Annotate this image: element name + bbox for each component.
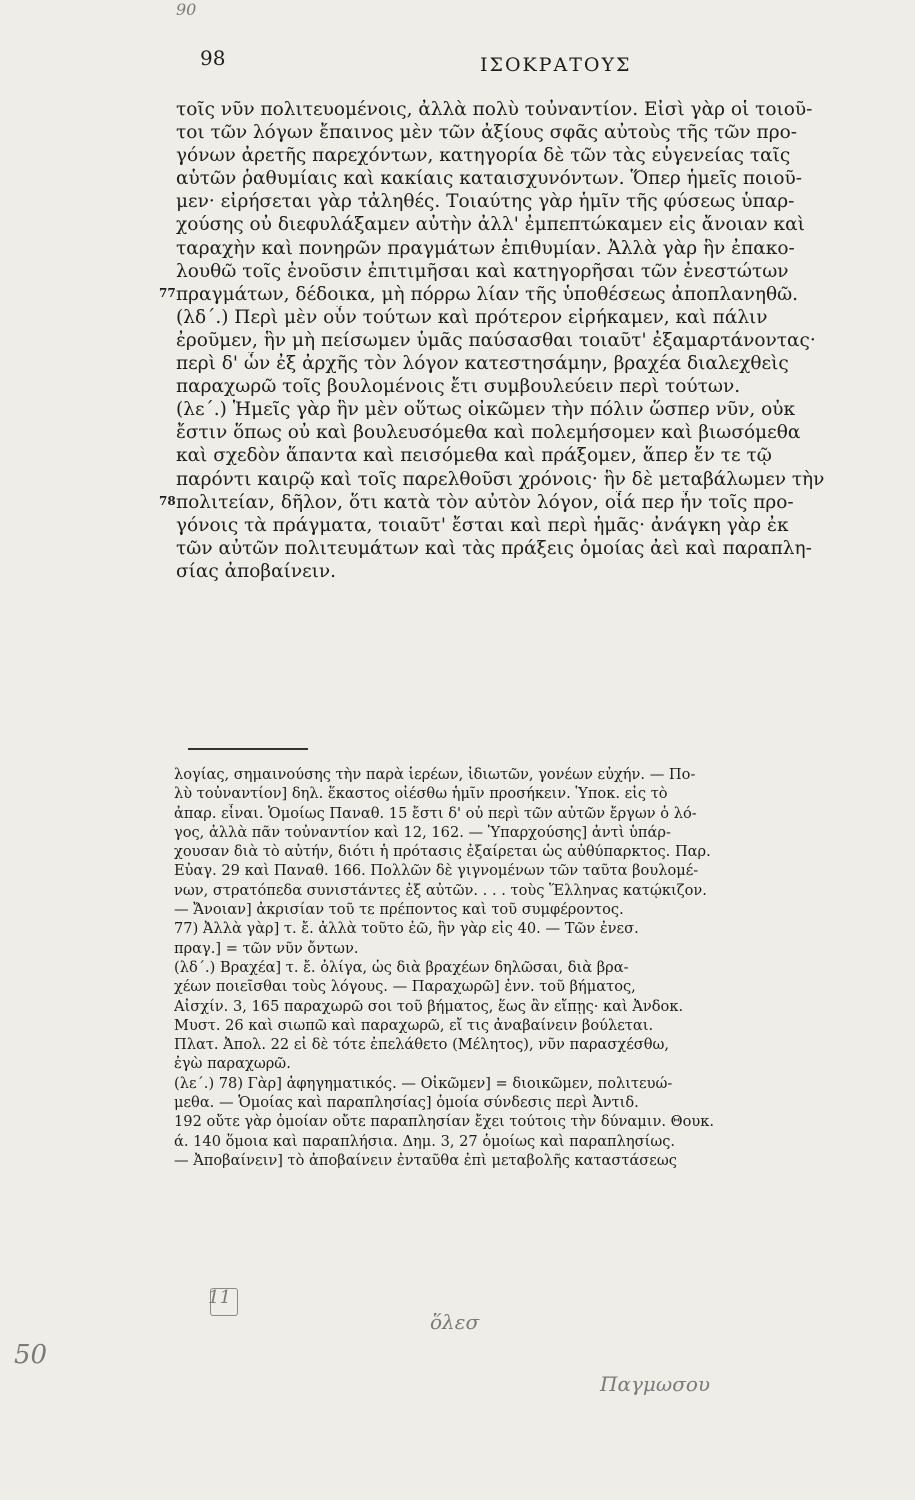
pencil-annotation: 11 xyxy=(208,1287,231,1308)
text-line: Εὐαγ. 29 καὶ Παναθ. 166. Πολλῶν δὲ γιγνομένων τῶν ταῦτα βουλομέ- xyxy=(174,862,699,880)
commentary-notes xyxy=(174,765,906,1170)
text-line: Αἰσχίν. 3, 165 παραχωρῶ σοι τοῦ βήματος, ἕως ἂν εἴπῃς· καὶ Ἀνδοκ. xyxy=(174,997,684,1015)
text-line: — Ἀποβαίνειν] τὸ ἀποβαίνειν ἐνταῦθα ἐπὶ μεταβολῆς καταστάσεως xyxy=(174,1151,677,1169)
text-line: Μυστ. 26 καὶ σιωπῶ καὶ παραχωρῶ, εἴ τις ἀναβαίνειν βούλεται. xyxy=(174,1016,654,1034)
text-line: τοῖς νῦν πολιτευομένοις, ἀλλὰ πολὺ τοὐναντίον. Εἰσὶ γὰρ οἱ τοιοῦ- xyxy=(176,99,813,120)
running-title: ΙΣΟΚΡΑΤΟΥΣ xyxy=(480,54,632,76)
text-line: ἔστιν ὅπως οὐ καὶ βουλευσόμεθα καὶ πολεμήσομεν καὶ βιωσόμεθα xyxy=(176,422,801,444)
text-line: 192 οὔτε γὰρ ὁμοίαν οὔτε παραπλησίαν ἔχει τούτοις τὴν δύναμιν. Θουκ. xyxy=(174,1113,714,1131)
page-number: 98 xyxy=(200,46,226,70)
text-line: χουσαν διὰ τὸ αὐτήν, διότι ἡ πρότασις ἐξαίρεται ὡς αὐθύπαρκτος. Παρ. xyxy=(174,843,711,861)
text-line: μεθα. — Ὁμοίας καὶ παραπλησίας] ὁμοία σύνδεσις περὶ Ἀντιδ. xyxy=(174,1094,639,1112)
text-line: πολιτείαν, δῆλον, ὅτι κατὰ τὸν αὐτὸν λόγον, οἷά περ ἦν τοῖς προ- xyxy=(176,491,794,513)
text-line: γόνων ἀρετῆς παρεχόντων, κατηγορία δὲ τῶν τὰς εὐγενείας ταῖς xyxy=(176,145,791,167)
pencil-annotation: 50 xyxy=(14,1340,48,1370)
text-line: αὑτῶν ῥαθυμίαις καὶ κακίαις καταισχυνόντων. Ὅπερ ἡμεῖς ποιοῦ- xyxy=(176,168,803,190)
text-line: λὺ τοὐναντίον] δηλ. ἕκαστος οἰέσθω ἡμῖν προσήκειν. Ὑποκ. εἰς τὸ xyxy=(174,785,668,803)
pencil-annotation: 90 xyxy=(176,0,197,19)
margin-section-number: 78 xyxy=(159,494,176,508)
text-line: (λδ΄.) Βραχέα] τ. ἔ. ὀλίγα, ὡς διὰ βραχέων δηλῶσαι, διὰ βρα- xyxy=(174,958,629,976)
text-line: τοι τῶν λόγων ἔπαινος μὲν τῶν ἀξίους σφᾶς αὐτοὺς τῆς τῶν προ- xyxy=(176,122,797,144)
text-line: πραγμάτων, δέδοικα, μὴ πόρρω λίαν τῆς ὑποθέσεως ἀποπλανηθῶ. xyxy=(176,283,799,305)
text-line: παραχωρῶ τοῖς βουλομένοις ἔτι συμβουλεύειν περὶ τούτων. xyxy=(176,376,741,398)
text-line: γόνοις τὰ πράγματα, τοιαῦτ' ἔσται καὶ περὶ ἡμᾶς· ἀνάγκη γὰρ ἐκ xyxy=(176,514,789,536)
text-line: μεν· εἰρήσεται γὰρ τἀληθές. Τοιαύτης γὰρ ἡμῖν τῆς φύσεως ὑπαρ- xyxy=(176,191,795,213)
text-line: γος, ἀλλὰ πᾶν τοὐναντίον καὶ 12, 162. — Ὑπαρχούσης] ἀντὶ ὑπάρ- xyxy=(174,823,671,841)
footnote-rule xyxy=(188,748,308,750)
text-line: ταραχὴν καὶ πονηρῶν πραγμάτων ἐπιθυμίαν. Ἀλλὰ γὰρ ἣν ἐπακο- xyxy=(176,237,795,259)
text-line: παρόντι καιρῷ καὶ τοῖς παρελθοῦσι χρόνοις· ἣν δὲ μεταβάλωμεν τὴν xyxy=(176,468,825,490)
text-line: (λε΄.) Ἡμεῖς γὰρ ἣν μὲν οὕτως οἰκῶμεν τὴν πόλιν ὥσπερ νῦν, οὐκ xyxy=(176,399,796,421)
text-line: ἐροῦμεν, ἣν μὴ πείσωμεν ὑμᾶς παύσασθαι τοιαῦτ' ἐξαμαρτάνοντας· xyxy=(176,329,816,351)
margin-section-number: 77 xyxy=(159,286,176,300)
text-line: χέων ποιεῖσθαι τοὺς λόγους. — Παραχωρῶ] ἐνν. τοῦ βήματος, xyxy=(174,978,636,996)
text-line: 77) Ἀλλὰ γὰρ] τ. ἔ. ἀλλὰ τοῦτο ἐῶ, ἣν γὰρ εἰς 40. — Τῶν ἐνεσ. xyxy=(174,920,639,938)
text-line: Πλατ. Ἀπολ. 22 εἰ δὲ τότε ἐπελάθετο (Μέλητος), νῦν παρασχέσθω, xyxy=(174,1036,670,1054)
text-line: χούσης οὐ διεφυλάξαμεν αὐτὴν ἀλλ' ἐμπεπτώκαμεν εἰς ἄνοιαν καὶ xyxy=(176,214,805,236)
text-line: ἀπαρ. εἶναι. Ὁμοίως Παναθ. 15 ἔστι δ' οὐ περὶ τῶν αὐτῶν ἔργων ὁ λό- xyxy=(174,804,697,822)
text-line: ά. 140 ὅμοια καὶ παραπλήσια. Δημ. 3, 27 ὁμοίως καὶ παραπλησίως. xyxy=(174,1132,676,1150)
text-line: τῶν αὐτῶν πολιτευμάτων καὶ τὰς πράξεις ὁμοίας ἀεὶ καὶ παραπλη- xyxy=(176,537,812,559)
text-line: καὶ σχεδὸν ἅπαντα καὶ πεισόμεθα καὶ πράξομεν, ἅπερ ἔν τε τῷ xyxy=(176,445,772,467)
pencil-annotation: Παγμωσου xyxy=(600,1372,711,1396)
main-text-block xyxy=(176,98,906,583)
text-line: — Ἄνοιαν] ἀκρισίαν τοῦ τε πρέποντος καὶ τοῦ συμφέροντος. xyxy=(174,901,624,919)
text-line: λογίας, σημαινούσης τὴν παρὰ ἱερέων, ἰδιωτῶν, γονέων εὐχήν. — Πο- xyxy=(174,766,696,783)
text-line: (λδ΄.) Περὶ μὲν οὖν τούτων καὶ πρότερον εἰρήκαμεν, καὶ πάλιν xyxy=(176,306,768,328)
text-line: ἐγὼ παραχωρῶ. xyxy=(174,1055,291,1073)
text-line: λουθῶ τοῖς ἐνοῦσιν ἐπιτιμῆσαι καὶ κατηγορῆσαι τῶν ἐνεστώτων xyxy=(176,260,789,282)
text-line: νων, στρατόπεδα συνιστάντες ἐξ αὐτῶν. . . . τοὺς Ἕλληνας κατῴκιζον. xyxy=(174,881,707,899)
text-line: σίας ἀποβαίνειν. xyxy=(176,560,337,582)
text-line: περὶ δ' ὧν ἐξ ἀρχῆς τὸν λόγον κατεστησάμην, βραχέα διαλεχθεὶς xyxy=(176,353,789,375)
pencil-annotation: ὅλεσ xyxy=(430,1310,480,1334)
page-header xyxy=(200,42,900,82)
text-line: (λε΄.) 78) Γὰρ] ἀφηγηματικός. — Οἰκῶμεν] = διοικῶμεν, πολιτευώ- xyxy=(174,1074,673,1092)
text-line: πραγ.] = τῶν νῦν ὄντων. xyxy=(174,939,359,957)
